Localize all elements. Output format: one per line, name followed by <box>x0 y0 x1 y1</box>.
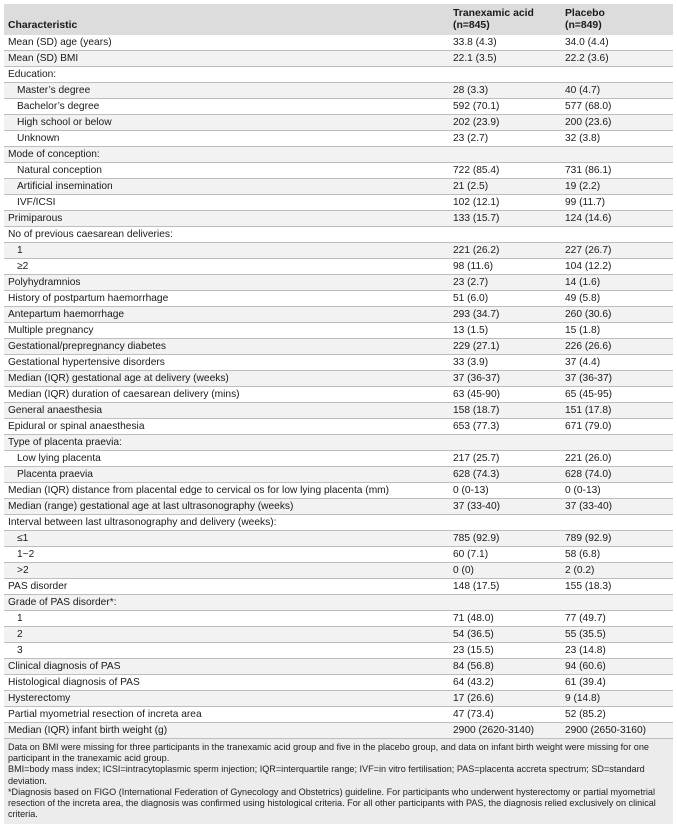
table-row <box>4 307 673 323</box>
row-value-tranexamic-acid <box>449 595 561 611</box>
footnote-missing-data: Data on BMI were missing for three participants in the tranexamic acid group and five in the placebo group, and data on infant birth weight were missing for one participant in the tranexamic acid group. <box>8 742 649 764</box>
row-label: Mean (SD) age (years) <box>4 35 449 51</box>
row-value-tranexamic-acid: 17 (26.6) <box>449 691 561 707</box>
row-label: Unknown <box>4 131 449 147</box>
row-value-placebo: 0 (0-13) <box>561 483 673 499</box>
row-value-tranexamic-acid: 23 (15.5) <box>449 643 561 659</box>
table-row <box>4 595 673 611</box>
row-label: General anaesthesia <box>4 403 449 419</box>
row-label: >2 <box>4 563 449 579</box>
row-label: 1 <box>4 243 449 259</box>
row-label: Primiparous <box>4 211 449 227</box>
row-value-placebo: 227 (26.7) <box>561 243 673 259</box>
row-value-placebo: 99 (11.7) <box>561 195 673 211</box>
row-value-placebo: 37 (33-40) <box>561 499 673 515</box>
row-value-placebo: 15 (1.8) <box>561 323 673 339</box>
row-value-tranexamic-acid <box>449 435 561 451</box>
row-value-tranexamic-acid: 221 (26.2) <box>449 243 561 259</box>
row-value-tranexamic-acid: 148 (17.5) <box>449 579 561 595</box>
row-value-placebo <box>561 67 673 83</box>
row-label: 1~2 <box>4 547 449 563</box>
row-label: Median (IQR) gestational age at delivery (weeks) <box>4 371 449 387</box>
row-label: High school or below <box>4 115 449 131</box>
row-value-placebo: 789 (92.9) <box>561 531 673 547</box>
table-header <box>4 4 673 35</box>
table-row <box>4 627 673 643</box>
row-value-tranexamic-acid: 37 (33-40) <box>449 499 561 515</box>
row-label: No of previous caesarean deliveries: <box>4 227 449 243</box>
row-label: Natural conception <box>4 163 449 179</box>
row-label: Median (range) gestational age at last ultrasonography (weeks) <box>4 499 449 515</box>
row-label: ≥2 <box>4 259 449 275</box>
row-value-placebo: 61 (39.4) <box>561 675 673 691</box>
table-row <box>4 435 673 451</box>
row-value-placebo: 9 (14.8) <box>561 691 673 707</box>
baseline-characteristics-table <box>4 4 673 739</box>
row-label: Artificial insemination <box>4 179 449 195</box>
row-value-placebo: 151 (17.8) <box>561 403 673 419</box>
table-row <box>4 115 673 131</box>
row-label: Interval between last ultrasonography and delivery (weeks): <box>4 515 449 531</box>
row-value-placebo: 577 (68.0) <box>561 99 673 115</box>
row-value-tranexamic-acid: 785 (92.9) <box>449 531 561 547</box>
header-characteristic-label: Characteristic <box>8 20 78 31</box>
table-row <box>4 339 673 355</box>
row-value-tranexamic-acid: 21 (2.5) <box>449 179 561 195</box>
row-value-tranexamic-acid: 51 (6.0) <box>449 291 561 307</box>
row-value-tranexamic-acid: 158 (18.7) <box>449 403 561 419</box>
table-footnotes <box>4 739 673 824</box>
table-row <box>4 179 673 195</box>
table-row <box>4 579 673 595</box>
row-value-tranexamic-acid: 2900 (2620-3140) <box>449 723 561 739</box>
table-row <box>4 659 673 675</box>
row-value-placebo: 14 (1.6) <box>561 275 673 291</box>
table-row <box>4 163 673 179</box>
header-tranexamic-acid <box>449 4 561 35</box>
row-value-placebo: 124 (14.6) <box>561 211 673 227</box>
table-row <box>4 99 673 115</box>
row-value-placebo: 200 (23.6) <box>561 115 673 131</box>
row-value-tranexamic-acid: 54 (36.5) <box>449 627 561 643</box>
row-label: Epidural or spinal anaesthesia <box>4 419 449 435</box>
table-row <box>4 451 673 467</box>
row-value-tranexamic-acid: 47 (73.4) <box>449 707 561 723</box>
table-row <box>4 403 673 419</box>
row-value-tranexamic-acid: 653 (77.3) <box>449 419 561 435</box>
row-value-placebo: 40 (4.7) <box>561 83 673 99</box>
table-row <box>4 259 673 275</box>
row-label: Partial myometrial resection of increta area <box>4 707 449 723</box>
row-label: Median (IQR) duration of caesarean delivery (mins) <box>4 387 449 403</box>
table-row <box>4 275 673 291</box>
row-label: Gestational/prepregnancy diabetes <box>4 339 449 355</box>
row-value-placebo: 32 (3.8) <box>561 131 673 147</box>
row-label: 1 <box>4 611 449 627</box>
row-value-placebo <box>561 147 673 163</box>
row-value-tranexamic-acid: 13 (1.5) <box>449 323 561 339</box>
table-row <box>4 211 673 227</box>
row-value-tranexamic-acid: 23 (2.7) <box>449 275 561 291</box>
row-value-tranexamic-acid <box>449 515 561 531</box>
row-label: Multiple pregnancy <box>4 323 449 339</box>
row-label: Education: <box>4 67 449 83</box>
row-value-placebo: 628 (74.0) <box>561 467 673 483</box>
table-row <box>4 67 673 83</box>
row-value-tranexamic-acid: 217 (25.7) <box>449 451 561 467</box>
table-row <box>4 515 673 531</box>
row-value-tranexamic-acid: 28 (3.3) <box>449 83 561 99</box>
row-value-tranexamic-acid <box>449 227 561 243</box>
table-row <box>4 547 673 563</box>
row-value-placebo: 77 (49.7) <box>561 611 673 627</box>
table-row <box>4 355 673 371</box>
row-value-tranexamic-acid: 37 (36-37) <box>449 371 561 387</box>
row-value-placebo: 94 (60.6) <box>561 659 673 675</box>
row-value-placebo: 58 (6.8) <box>561 547 673 563</box>
row-value-placebo: 260 (30.6) <box>561 307 673 323</box>
header-placebo-n: (n=849) <box>565 20 602 31</box>
row-value-tranexamic-acid: 628 (74.3) <box>449 467 561 483</box>
header-row <box>4 4 673 35</box>
row-label: Polyhydramnios <box>4 275 449 291</box>
row-label: Clinical diagnosis of PAS <box>4 659 449 675</box>
row-value-tranexamic-acid: 133 (15.7) <box>449 211 561 227</box>
row-value-tranexamic-acid: 23 (2.7) <box>449 131 561 147</box>
header-placebo-label: Placebo <box>565 8 605 19</box>
row-value-tranexamic-acid: 60 (7.1) <box>449 547 561 563</box>
row-label: IVF/ICSI <box>4 195 449 211</box>
row-value-tranexamic-acid: 0 (0-13) <box>449 483 561 499</box>
row-label: ≤1 <box>4 531 449 547</box>
footnote-figo: *Diagnosis based on FIGO (International Federation of Gynecology and Obstetrics) guideline. For participants who underwent hysterectomy or partial myometrial resection of the increta area, the diagnosis was confirmed using histological criteria. For all other participants with PAS, the diagnosis relied exclusively on clinical criteria. <box>8 786 656 820</box>
table-row <box>4 131 673 147</box>
row-value-tranexamic-acid: 33.8 (4.3) <box>449 35 561 51</box>
row-label: Antepartum haemorrhage <box>4 307 449 323</box>
row-value-placebo <box>561 595 673 611</box>
table-row <box>4 243 673 259</box>
row-value-tranexamic-acid: 229 (27.1) <box>449 339 561 355</box>
table-row <box>4 643 673 659</box>
row-value-placebo: 226 (26.6) <box>561 339 673 355</box>
row-label: Histological diagnosis of PAS <box>4 675 449 691</box>
row-value-tranexamic-acid: 84 (56.8) <box>449 659 561 675</box>
row-value-placebo <box>561 515 673 531</box>
row-value-tranexamic-acid: 64 (43.2) <box>449 675 561 691</box>
row-value-placebo: 671 (79.0) <box>561 419 673 435</box>
row-value-tranexamic-acid: 33 (3.9) <box>449 355 561 371</box>
table-row <box>4 35 673 51</box>
row-value-placebo: 22.2 (3.6) <box>561 51 673 67</box>
header-placebo <box>561 4 673 35</box>
row-value-placebo: 37 (36-37) <box>561 371 673 387</box>
table-row <box>4 51 673 67</box>
table-row <box>4 675 673 691</box>
row-label: Type of placenta praevia: <box>4 435 449 451</box>
row-label: Bachelor’s degree <box>4 99 449 115</box>
row-label: History of postpartum haemorrhage <box>4 291 449 307</box>
row-label: Hysterectomy <box>4 691 449 707</box>
row-value-tranexamic-acid: 592 (70.1) <box>449 99 561 115</box>
row-value-tranexamic-acid: 722 (85.4) <box>449 163 561 179</box>
row-value-placebo <box>561 435 673 451</box>
row-label: Mean (SD) BMI <box>4 51 449 67</box>
table-row <box>4 611 673 627</box>
row-value-tranexamic-acid: 102 (12.1) <box>449 195 561 211</box>
row-label: 3 <box>4 643 449 659</box>
row-value-placebo: 65 (45-95) <box>561 387 673 403</box>
row-value-placebo: 49 (5.8) <box>561 291 673 307</box>
table-row <box>4 147 673 163</box>
header-txa-n: (n=845) <box>453 20 490 31</box>
row-label: Median (IQR) infant birth weight (g) <box>4 723 449 739</box>
row-value-tranexamic-acid: 202 (23.9) <box>449 115 561 131</box>
footnote-abbreviations: BMI=body mass index; ICSI=intracytoplasmic sperm injection; IQR=interquartile range; IVF=in vitro fertilisation; PAS=placenta accreta spectrum; SD=standard deviation. <box>8 764 645 786</box>
table-row <box>4 291 673 307</box>
table-row <box>4 419 673 435</box>
row-label: Placenta praevia <box>4 467 449 483</box>
row-value-tranexamic-acid <box>449 147 561 163</box>
row-value-tranexamic-acid: 63 (45-90) <box>449 387 561 403</box>
table-row <box>4 83 673 99</box>
row-value-placebo: 37 (4.4) <box>561 355 673 371</box>
row-value-tranexamic-acid: 98 (11.6) <box>449 259 561 275</box>
row-value-placebo: 104 (12.2) <box>561 259 673 275</box>
table-row <box>4 467 673 483</box>
table-row <box>4 707 673 723</box>
table-row <box>4 563 673 579</box>
table-row <box>4 195 673 211</box>
header-characteristic <box>4 4 449 35</box>
row-value-placebo: 2900 (2650-3160) <box>561 723 673 739</box>
row-value-placebo: 155 (18.3) <box>561 579 673 595</box>
row-value-placebo: 2 (0.2) <box>561 563 673 579</box>
table-row <box>4 227 673 243</box>
row-value-placebo: 221 (26.0) <box>561 451 673 467</box>
row-label: Mode of conception: <box>4 147 449 163</box>
row-value-tranexamic-acid: 293 (34.7) <box>449 307 561 323</box>
row-label: Grade of PAS disorder*: <box>4 595 449 611</box>
row-value-placebo: 52 (85.2) <box>561 707 673 723</box>
row-label: 2 <box>4 627 449 643</box>
row-value-placebo: 23 (14.8) <box>561 643 673 659</box>
table-row <box>4 387 673 403</box>
row-value-tranexamic-acid: 0 (0) <box>449 563 561 579</box>
row-label: PAS disorder <box>4 579 449 595</box>
table-body <box>4 35 673 739</box>
row-label: Median (IQR) distance from placental edge to cervical os for low lying placenta (mm) <box>4 483 449 499</box>
table-row <box>4 723 673 739</box>
row-value-tranexamic-acid <box>449 67 561 83</box>
header-txa-label: Tranexamic acid <box>453 8 534 19</box>
table-row <box>4 483 673 499</box>
row-value-tranexamic-acid: 22.1 (3.5) <box>449 51 561 67</box>
table-row <box>4 499 673 515</box>
table-row <box>4 371 673 387</box>
row-value-placebo <box>561 227 673 243</box>
row-value-placebo: 34.0 (4.4) <box>561 35 673 51</box>
table-row <box>4 323 673 339</box>
table-row <box>4 691 673 707</box>
row-label: Master’s degree <box>4 83 449 99</box>
row-value-tranexamic-acid: 71 (48.0) <box>449 611 561 627</box>
row-value-placebo: 731 (86.1) <box>561 163 673 179</box>
row-label: Low lying placenta <box>4 451 449 467</box>
row-value-placebo: 19 (2.2) <box>561 179 673 195</box>
row-label: Gestational hypertensive disorders <box>4 355 449 371</box>
row-value-placebo: 55 (35.5) <box>561 627 673 643</box>
table-row <box>4 531 673 547</box>
